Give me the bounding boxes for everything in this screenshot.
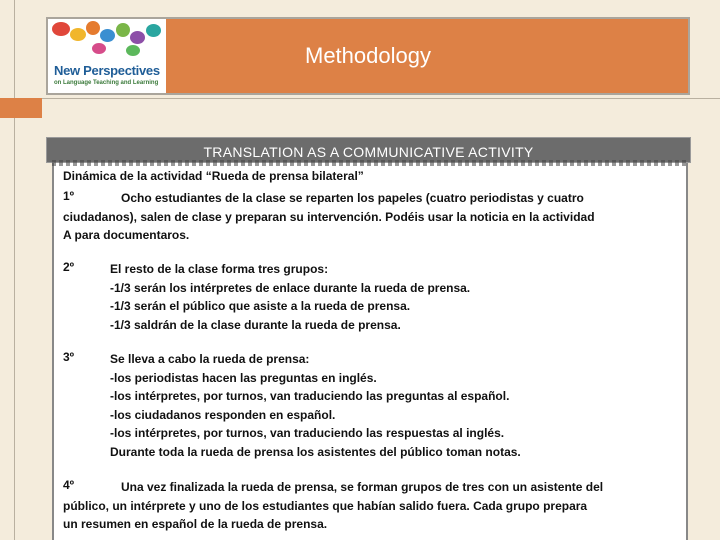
- step-line: ciudadanos), salen de clase y preparan su intervención. Podéis usar la noticia en la actividad: [63, 209, 595, 224]
- step-line: El resto de la clase forma tres grupos:: [110, 262, 329, 276]
- step-line: -los periodistas hacen las preguntas en inglés.: [110, 370, 377, 385]
- step-number: 3º: [63, 350, 75, 364]
- step-line: -1/3 saldrán de la clase durante la rueda de prensa.: [110, 317, 401, 332]
- logo: [48, 19, 166, 93]
- step-3: [63, 350, 683, 461]
- step-number: 4º: [63, 478, 75, 492]
- step-line: Durante toda la rueda de prensa los asistentes del público toman notas.: [110, 444, 521, 459]
- step-line: -los intérpretes, por turnos, van traduciendo las preguntas al español.: [110, 389, 510, 403]
- speech-bubble-icon: [92, 43, 106, 54]
- step-line: público, un intérprete y uno de los estudiantes que habían salido fuera. Cada grupo prepara: [63, 498, 588, 513]
- step-line: -1/3 serán los intérpretes de enlace durante la rueda de prensa.: [110, 280, 471, 295]
- step-line: Se lleva a cabo la rueda de prensa:: [110, 352, 310, 366]
- speech-bubble-icon: [100, 29, 115, 42]
- step-line: -1/3 serán el público que asiste a la rueda de prensa.: [110, 299, 411, 313]
- speech-bubble-icon: [70, 28, 86, 41]
- speech-bubble-icon: [146, 24, 161, 37]
- logo-title: New Perspectives: [54, 63, 160, 78]
- dotted-border: [52, 160, 687, 166]
- frame-vertical-line: [14, 0, 15, 540]
- speech-bubble-icon: [52, 22, 70, 36]
- page-title: Methodology: [305, 43, 431, 68]
- document-title: Dinámica de la actividad “Rueda de prensa bilateral”: [63, 169, 364, 183]
- step-number: 1º: [63, 189, 75, 203]
- step-line: A para documentaros.: [63, 228, 190, 242]
- logo-subtitle: on Language Teaching and Learning: [54, 80, 159, 86]
- step-1: [63, 189, 683, 245]
- step-line: Ocho estudiantes de la clase se reparten los papeles (cuatro periodistas y cuatro: [121, 191, 584, 205]
- document-image: [52, 163, 688, 540]
- step-line: un resumen en español de la rueda de prensa.: [63, 517, 328, 531]
- step-line: -los intérpretes, por turnos, van traduciendo las respuestas al inglés.: [110, 426, 505, 440]
- speech-bubble-icon: [126, 45, 140, 56]
- speech-bubble-icon: [86, 21, 100, 35]
- step-line: -los ciudadanos responden en español.: [110, 407, 336, 422]
- accent-block: [0, 98, 42, 118]
- step-line: Una vez finalizada la rueda de prensa, se forman grupos de tres con un asistente del: [121, 480, 604, 494]
- frame-horizontal-line: [0, 98, 720, 99]
- step-2: [63, 260, 683, 334]
- slide-subtitle: TRANSLATION AS A COMMUNICATIVE ACTIVITY: [46, 137, 691, 163]
- step-number: 2º: [63, 260, 75, 274]
- speech-bubble-icon: [116, 23, 130, 37]
- speech-bubble-icon: [130, 31, 145, 44]
- step-4: [63, 478, 683, 534]
